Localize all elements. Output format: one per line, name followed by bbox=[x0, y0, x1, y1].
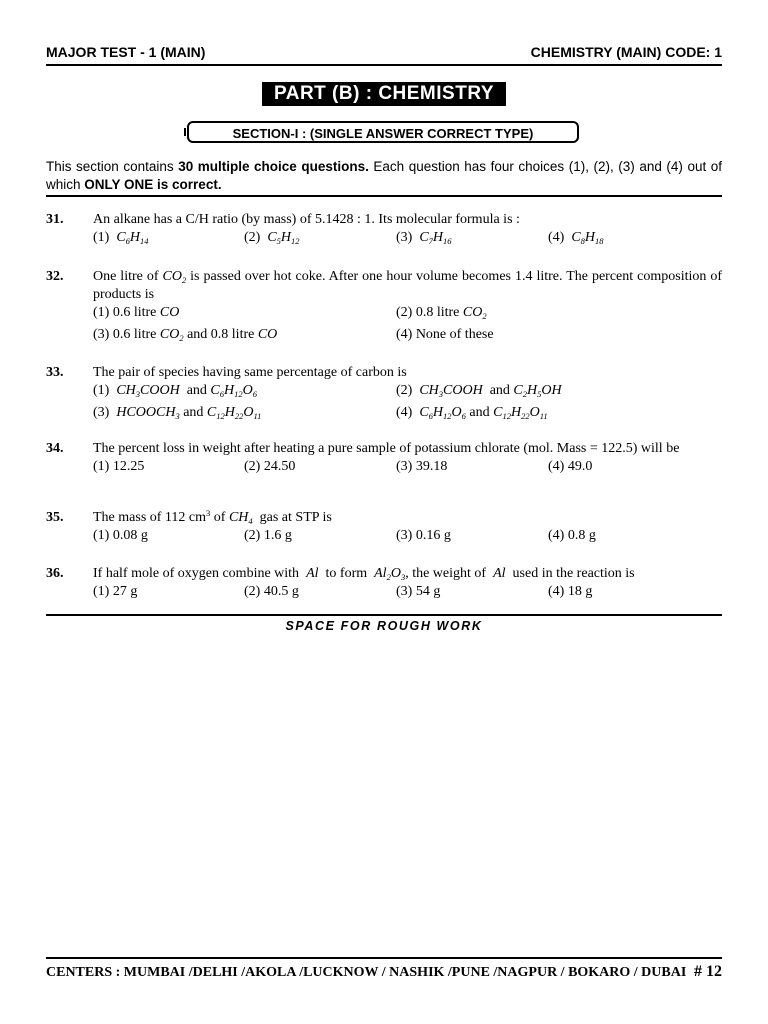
option-3: (3) $HCOOCH_3$ and $C_{12}H_{22}O_{11}$ bbox=[93, 405, 262, 421]
question-text: An alkane has a C/H ratio (by mass) of 5.1428 : 1. Its molecular formula is : bbox=[93, 212, 520, 227]
options bbox=[93, 382, 722, 401]
question-number: 36. bbox=[46, 566, 64, 581]
rough-work-rule bbox=[46, 614, 722, 616]
question-text: If half mole of oxygen combine with Al to form $Al_2O_3$, the weight of Al used in the reaction is bbox=[93, 566, 635, 582]
option-2: (2) $CH_3COOH$ and $C_2H_5OH$ bbox=[396, 383, 562, 399]
footer-rule bbox=[46, 957, 722, 959]
option-1: (1) 0.6 litre CO bbox=[93, 305, 180, 320]
option-4: (4) 49.0 bbox=[548, 459, 593, 474]
centers-list: CENTERS : MUMBAI /DELHI /AKOLA /LUCKNOW / NASHIK /PUNE /NAGPUR / BOKARO / DUBAI bbox=[46, 965, 687, 980]
options bbox=[93, 326, 722, 345]
test-title: MAJOR TEST - 1 (MAIN) bbox=[46, 44, 206, 60]
question-text: The pair of species having same percentage of carbon is bbox=[93, 365, 407, 380]
option-4: (4) None of these bbox=[396, 327, 494, 342]
option-3: (3) 39.18 bbox=[396, 459, 448, 474]
option-3: (3) 0.16 g bbox=[396, 528, 451, 543]
question-text: The percent loss in weight after heating a pure sample of potassium chlorate (mol. Mass = 122.5) will be bbox=[93, 441, 680, 456]
options bbox=[93, 229, 722, 248]
part-title: PART (B) : CHEMISTRY bbox=[262, 82, 506, 106]
question-number: 32. bbox=[46, 269, 64, 284]
option-2: (2) 40.5 g bbox=[244, 584, 299, 599]
page-number: # 12 bbox=[694, 963, 722, 980]
options bbox=[93, 527, 722, 546]
subject-code: CHEMISTRY (MAIN) CODE: 1 bbox=[530, 44, 722, 60]
option-1: (1) 27 g bbox=[93, 584, 138, 599]
question-text: One litre of $CO_2$ is passed over hot coke. After one hour volume becomes 1.4 litre. The percent composition of products is bbox=[93, 269, 723, 302]
header-rule bbox=[46, 64, 722, 66]
option-1: (1) $C_6H_{14}$ bbox=[93, 230, 149, 246]
option-2: (2) 24.50 bbox=[244, 459, 296, 474]
option-4: (4) $C_6H_{12}O_6$ and $C_{12}H_{22}O_{11}$ bbox=[396, 405, 548, 421]
options bbox=[93, 404, 722, 423]
question-number: 34. bbox=[46, 441, 64, 456]
option-4: (4) 0.8 g bbox=[548, 528, 596, 543]
option-1: (1) 12.25 bbox=[93, 459, 145, 474]
question-34 bbox=[46, 440, 722, 477]
question-number: 33. bbox=[46, 365, 64, 380]
option-1: (1) 0.08 g bbox=[93, 528, 148, 543]
question-33 bbox=[46, 364, 722, 423]
page-footer bbox=[46, 963, 722, 981]
question-number: 31. bbox=[46, 212, 64, 227]
option-4: (4) 18 g bbox=[548, 584, 593, 599]
option-1: (1) $CH_3COOH$ and $C_6H_{12}O_6$ bbox=[93, 383, 258, 399]
section-title: SECTION-I : (SINGLE ANSWER CORRECT TYPE) bbox=[187, 121, 579, 143]
page-header bbox=[46, 44, 722, 60]
option-2: (2) $C_5H_{12}$ bbox=[244, 230, 300, 246]
options bbox=[93, 458, 722, 477]
option-3: (3) 0.6 litre $CO_2$ and 0.8 litre CO bbox=[93, 327, 278, 343]
option-4: (4) $C_8H_{18}$ bbox=[548, 230, 604, 246]
question-number: 35. bbox=[46, 510, 64, 525]
option-3: (3) $C_7H_{16}$ bbox=[396, 230, 452, 246]
option-3: (3) 54 g bbox=[396, 584, 441, 599]
option-2: (2) 1.6 g bbox=[244, 528, 292, 543]
section-instructions: This section contains 30 multiple choice questions. Each question has four choices (1), (2), (3) and (4) out of which ONLY ONE is correct. bbox=[46, 159, 723, 192]
question-31 bbox=[46, 211, 722, 248]
question-32 bbox=[46, 268, 722, 345]
options bbox=[93, 583, 722, 602]
intro-rule bbox=[46, 195, 722, 197]
question-text: The mass of 112 $cm^3$ of $CH_4$ gas at STP is bbox=[93, 508, 332, 526]
rough-work-label: SPACE FOR ROUGH WORK bbox=[285, 619, 483, 633]
question-35 bbox=[46, 509, 722, 546]
options bbox=[93, 304, 722, 323]
option-2: (2) 0.8 litre $CO_2$ bbox=[396, 305, 487, 321]
question-36 bbox=[46, 565, 722, 602]
